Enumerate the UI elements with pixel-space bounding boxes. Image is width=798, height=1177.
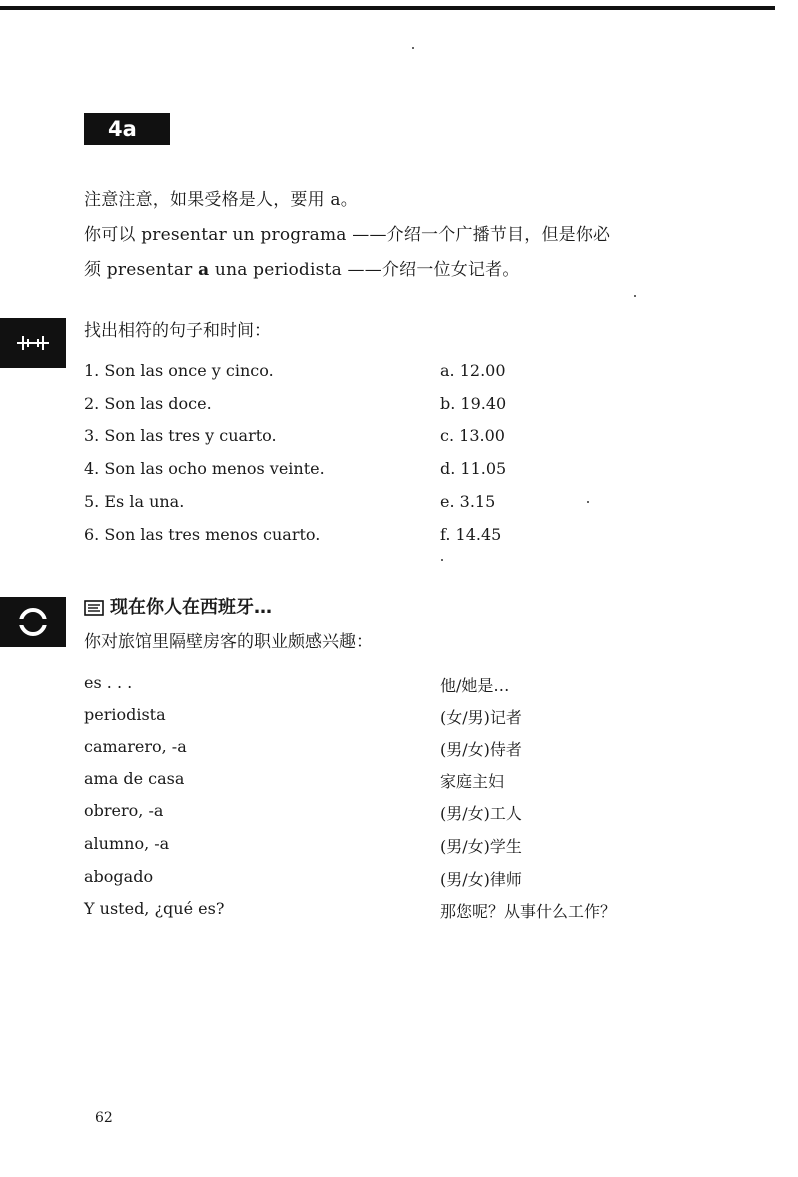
speck <box>634 295 636 297</box>
exercise-1-instruction: 找出相符的句子和时间： <box>84 321 271 341</box>
intro-line-3 <box>84 255 520 280</box>
sentence: 2. Son las doce. <box>84 394 212 413</box>
exercise-1-row <box>84 492 644 514</box>
chinese-meaning: (男/女)工人 <box>440 804 522 823</box>
time: a. 12.00 <box>440 361 506 380</box>
spanish-term: Y usted, ¿qué es? <box>84 899 225 918</box>
vocab-row <box>84 899 644 921</box>
vocab-row <box>84 867 644 889</box>
chinese-meaning: 那您呢？从事什么工作？ <box>440 902 617 921</box>
time: b. 19.40 <box>440 394 507 413</box>
page-number: 62 <box>95 1110 113 1126</box>
sentence: 6. Son las tres menos cuarto. <box>84 525 321 544</box>
time: d. 11.05 <box>440 459 507 478</box>
dumbbell-icon <box>0 318 66 368</box>
chinese-meaning: 他/她是… <box>440 676 510 695</box>
chinese-meaning: 家庭主妇 <box>440 772 505 791</box>
cassette-icon <box>0 597 66 647</box>
chinese-meaning: (男/女)学生 <box>440 837 522 856</box>
intro-line-3-bold: a <box>198 260 210 280</box>
vocab-row <box>84 801 644 823</box>
time: c. 13.00 <box>440 426 505 445</box>
speck <box>412 47 414 49</box>
exercise-1-row <box>84 394 644 416</box>
spanish-term: abogado <box>84 867 154 886</box>
exercise-1-row <box>84 426 644 448</box>
chinese-meaning: (男/女)律师 <box>440 870 522 889</box>
spanish-term: camarero, -a <box>84 737 187 756</box>
exercise-1-row <box>84 361 644 383</box>
intro-line-1: 注意注意，如果受格是人，要用 a。 <box>84 190 358 210</box>
sentence: 4. Son las ocho menos veinte. <box>84 459 325 478</box>
intro-line-3-a: 须 presentar <box>84 260 199 280</box>
exercise-1-row <box>84 459 644 481</box>
vocab-row <box>84 769 644 791</box>
chinese-meaning: (男/女)侍者 <box>440 740 522 759</box>
spanish-term: obrero, -a <box>84 801 164 820</box>
exercise-2-subtitle: 你对旅馆里隔壁房客的职业颇感兴趣： <box>84 632 373 652</box>
sentence: 3. Son las tres y cuarto. <box>84 426 277 445</box>
vocab-row <box>84 737 644 759</box>
exercise-2-header <box>84 593 272 621</box>
sentence: 5. Es la una. <box>84 492 185 511</box>
spanish-term: es . . . <box>84 673 133 692</box>
time: f. 14.45 <box>440 525 502 544</box>
intro-line-2: 你可以 presentar un programa ——介绍一个广播节目，但是你必 <box>84 225 611 245</box>
spanish-term: alumno, -a <box>84 834 170 853</box>
spanish-term: ama de casa <box>84 769 185 788</box>
sentence: 1. Son las once y cinco. <box>84 361 274 380</box>
section-badge: 4a <box>84 113 170 145</box>
vocab-row <box>84 834 644 856</box>
speck <box>441 559 443 561</box>
vocab-row <box>84 705 644 727</box>
top-rule <box>0 6 775 10</box>
vocab-row <box>84 673 644 695</box>
time: e. 3.15 <box>440 492 496 511</box>
exercise-2-title: 现在你人在西班牙… <box>110 597 272 618</box>
exercise-1-row <box>84 525 644 547</box>
text-box-icon <box>84 600 104 621</box>
intro-line-3-b: una periodista ——介绍一位女记者。 <box>209 260 520 280</box>
spanish-term: periodista <box>84 705 166 724</box>
chinese-meaning: (女/男)记者 <box>440 708 522 727</box>
